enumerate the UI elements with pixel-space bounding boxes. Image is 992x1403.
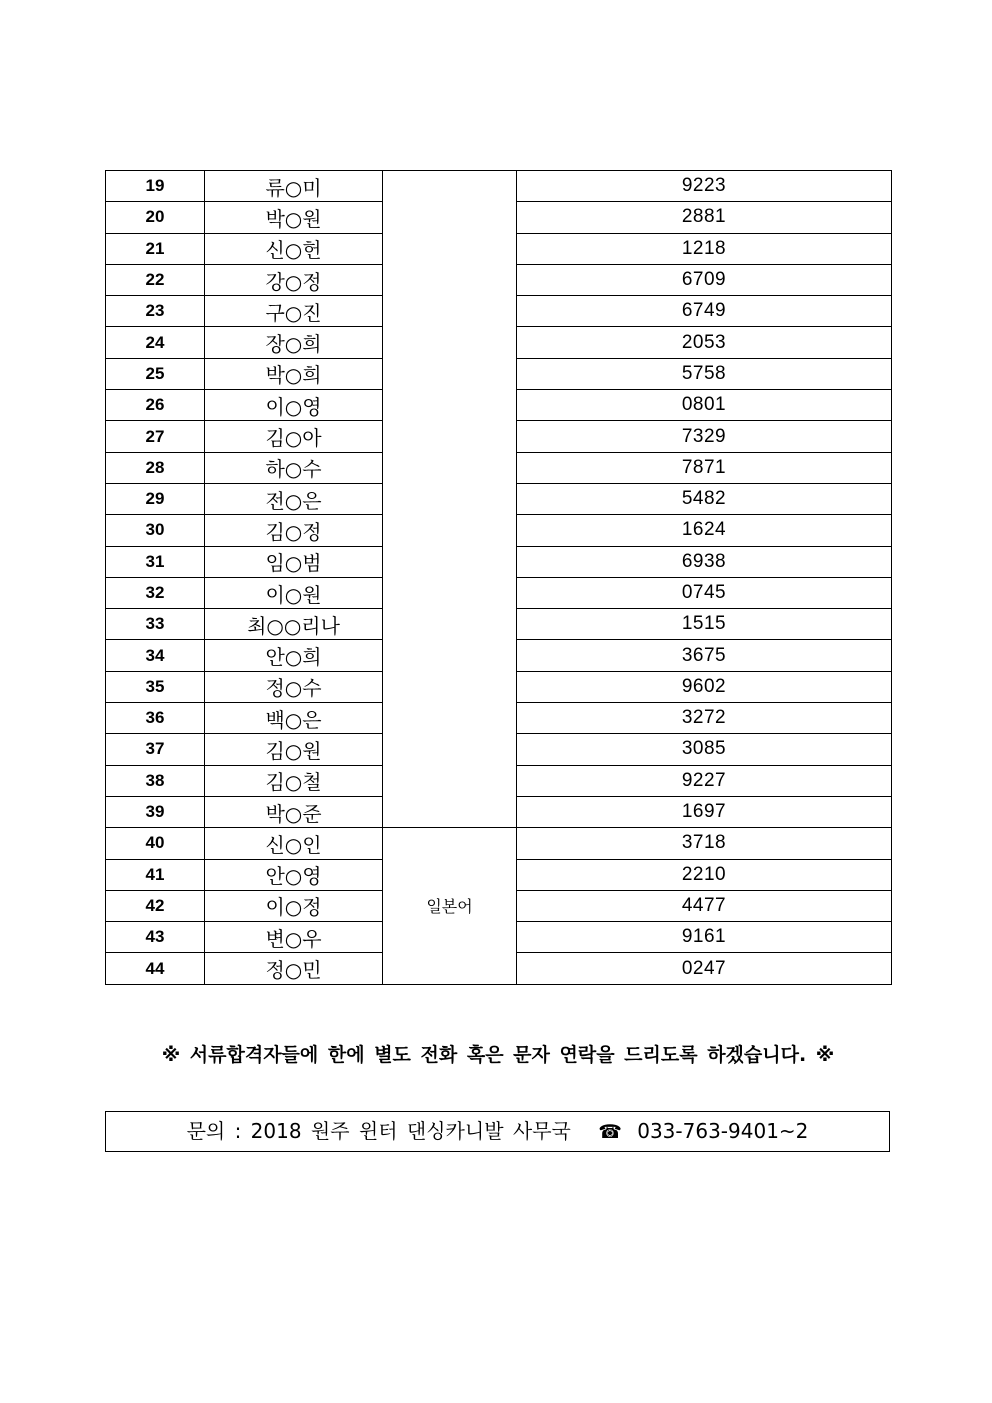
row-number: 25 bbox=[106, 358, 205, 389]
row-number: 24 bbox=[106, 327, 205, 358]
applicant-code: 0801 bbox=[517, 390, 892, 421]
row-number: 29 bbox=[106, 483, 205, 514]
row-number: 19 bbox=[106, 171, 205, 202]
language-group bbox=[383, 171, 517, 828]
applicant-code: 1515 bbox=[517, 609, 892, 640]
applicant-name: 구○진 bbox=[205, 296, 383, 327]
row-number: 30 bbox=[106, 515, 205, 546]
row-number: 43 bbox=[106, 922, 205, 953]
row-number: 27 bbox=[106, 421, 205, 452]
row-number: 26 bbox=[106, 390, 205, 421]
row-number: 20 bbox=[106, 202, 205, 233]
notice-text: ※ 서류합격자들에 한에 별도 전화 혹은 문자 연락을 드리도록 하겠습니다. ※ bbox=[161, 1044, 835, 1066]
row-number: 40 bbox=[106, 828, 205, 859]
applicant-name: 신○인 bbox=[205, 828, 383, 859]
contact-text: 문의 : 2018 원주 윈터 댄싱카니발 사무국 bbox=[186, 1119, 571, 1143]
applicant-name: 하○수 bbox=[205, 452, 383, 483]
applicant-name: 김○정 bbox=[205, 515, 383, 546]
row-number: 39 bbox=[106, 796, 205, 827]
applicant-code: 1624 bbox=[517, 515, 892, 546]
table-row bbox=[106, 828, 892, 859]
applicant-code: 9223 bbox=[517, 171, 892, 202]
applicant-name: 최○○리나 bbox=[205, 609, 383, 640]
table-row bbox=[106, 171, 892, 202]
row-number: 42 bbox=[106, 890, 205, 921]
applicant-name: 전○은 bbox=[205, 483, 383, 514]
applicant-table-body bbox=[106, 171, 892, 985]
applicant-name: 안○영 bbox=[205, 859, 383, 890]
applicant-code: 4477 bbox=[517, 890, 892, 921]
row-number: 33 bbox=[106, 609, 205, 640]
row-number: 28 bbox=[106, 452, 205, 483]
row-number: 23 bbox=[106, 296, 205, 327]
applicant-name: 박○원 bbox=[205, 202, 383, 233]
applicant-code: 7871 bbox=[517, 452, 892, 483]
applicant-name: 임○범 bbox=[205, 546, 383, 577]
contact-phone: 033-763-9401~2 bbox=[637, 1119, 809, 1143]
applicant-name: 김○원 bbox=[205, 734, 383, 765]
applicant-code: 0745 bbox=[517, 577, 892, 608]
applicant-code: 2881 bbox=[517, 202, 892, 233]
applicant-code: 2053 bbox=[517, 327, 892, 358]
row-number: 31 bbox=[106, 546, 205, 577]
applicant-name: 박○준 bbox=[205, 796, 383, 827]
language-group: 일본어 bbox=[383, 828, 517, 984]
applicant-code: 6749 bbox=[517, 296, 892, 327]
row-number: 22 bbox=[106, 264, 205, 295]
row-number: 21 bbox=[106, 233, 205, 264]
row-number: 37 bbox=[106, 734, 205, 765]
applicant-code: 5758 bbox=[517, 358, 892, 389]
applicant-code: 1218 bbox=[517, 233, 892, 264]
applicant-code: 2210 bbox=[517, 859, 892, 890]
applicant-name: 김○아 bbox=[205, 421, 383, 452]
applicant-name: 장○희 bbox=[205, 327, 383, 358]
row-number: 34 bbox=[106, 640, 205, 671]
applicant-code: 9161 bbox=[517, 922, 892, 953]
applicant-code: 9602 bbox=[517, 671, 892, 702]
applicant-name: 김○철 bbox=[205, 765, 383, 796]
row-number: 38 bbox=[106, 765, 205, 796]
applicant-name: 정○민 bbox=[205, 953, 383, 984]
applicant-code: 3272 bbox=[517, 703, 892, 734]
row-number: 36 bbox=[106, 703, 205, 734]
row-number: 41 bbox=[106, 859, 205, 890]
applicant-code: 3718 bbox=[517, 828, 892, 859]
applicant-code: 0247 bbox=[517, 953, 892, 984]
applicant-name: 강○정 bbox=[205, 264, 383, 295]
applicant-name: 박○희 bbox=[205, 358, 383, 389]
applicant-code: 6709 bbox=[517, 264, 892, 295]
applicant-code: 7329 bbox=[517, 421, 892, 452]
applicant-code: 3675 bbox=[517, 640, 892, 671]
applicant-name: 신○헌 bbox=[205, 233, 383, 264]
applicant-name: 백○은 bbox=[205, 703, 383, 734]
applicant-table bbox=[105, 170, 892, 985]
applicant-name: 이○원 bbox=[205, 577, 383, 608]
contact-box bbox=[105, 1111, 890, 1152]
applicant-name: 정○수 bbox=[205, 671, 383, 702]
applicant-code: 1697 bbox=[517, 796, 892, 827]
phone-icon: ☎ bbox=[598, 1121, 622, 1143]
applicant-code: 3085 bbox=[517, 734, 892, 765]
row-number: 35 bbox=[106, 671, 205, 702]
applicant-name: 이○정 bbox=[205, 890, 383, 921]
row-number: 44 bbox=[106, 953, 205, 984]
applicant-name: 변○우 bbox=[205, 922, 383, 953]
applicant-code: 5482 bbox=[517, 483, 892, 514]
row-number: 32 bbox=[106, 577, 205, 608]
applicant-name: 이○영 bbox=[205, 390, 383, 421]
applicant-name: 류○미 bbox=[205, 171, 383, 202]
applicant-code: 9227 bbox=[517, 765, 892, 796]
applicant-code: 6938 bbox=[517, 546, 892, 577]
applicant-name: 안○희 bbox=[205, 640, 383, 671]
